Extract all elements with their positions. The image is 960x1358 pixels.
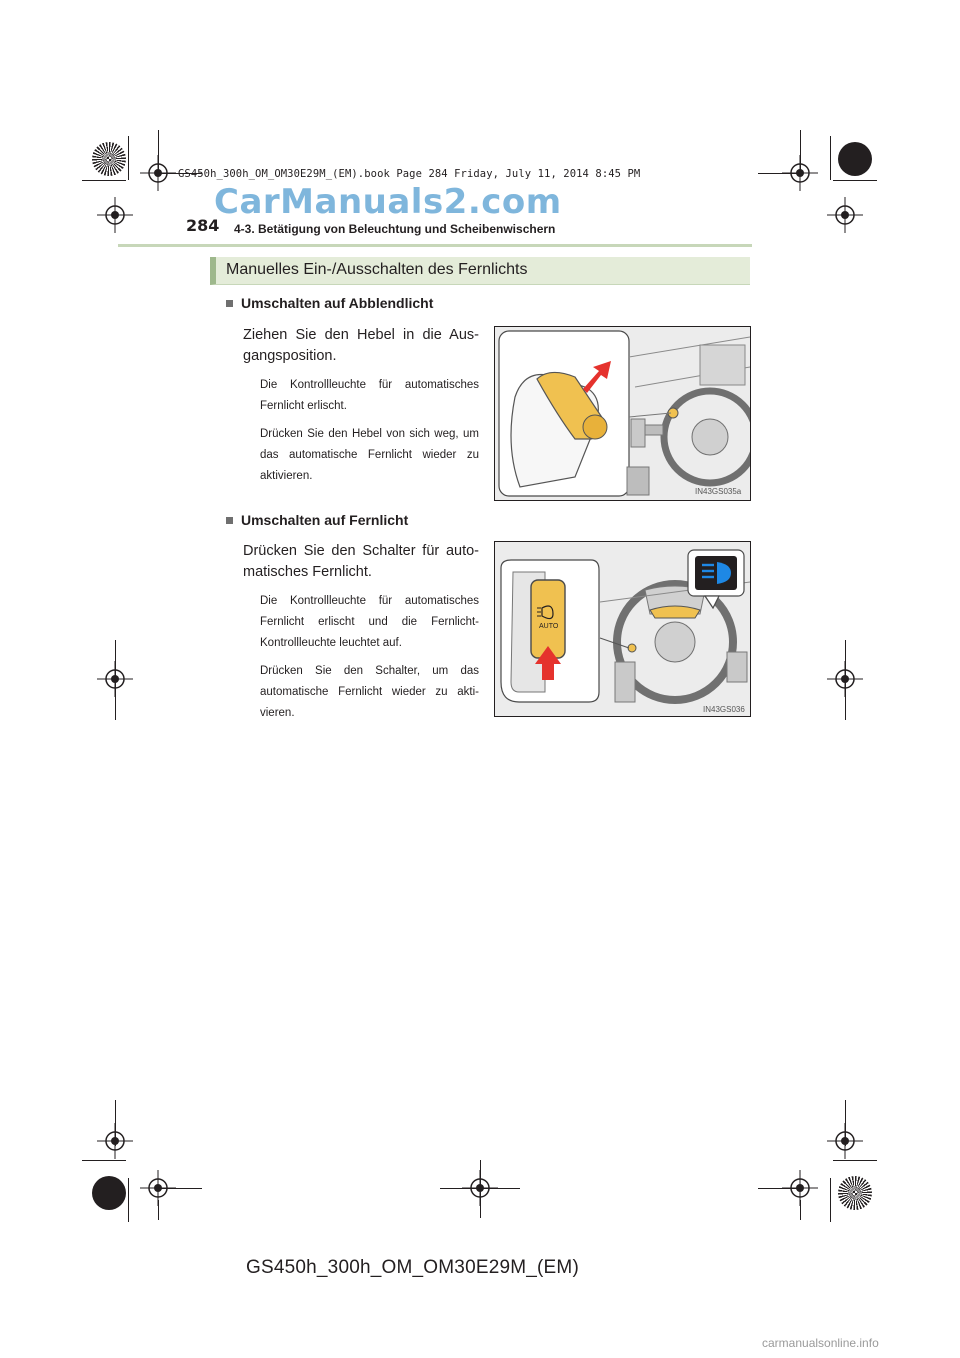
registration-mark-4 [827,197,863,233]
page-number: 284 [186,216,220,235]
block-heading-low-beam: Umschalten auf Abblendlicht [226,295,433,311]
sunburst-mark-top-left [92,142,126,176]
trim-line [128,1178,129,1222]
trim-line [830,1178,831,1222]
trim-line [158,1200,159,1220]
header-rule [118,244,752,247]
trim-line [845,1100,846,1146]
note-text: Drücken Sie den Hebel von sich weg, um das automatische Fernlicht wieder zu aktivieren. [260,428,479,482]
section-band-title: Manuelles Ein-/Ausschalten des Fernlichts [226,261,528,278]
trim-line [800,1200,801,1220]
figure-code-text: IN43GS036 [703,705,745,714]
trim-line [833,180,877,181]
lever-illustration [494,326,751,501]
trim-line [845,640,846,720]
trim-line [82,1160,126,1161]
trim-line [115,640,116,720]
sunburst-mark-top-right [838,142,872,176]
trim-line [480,1160,481,1218]
trim-line [128,136,129,180]
trim-line [758,173,802,174]
trim-line [158,1188,202,1189]
trim-line [833,1160,877,1161]
switch-illustration [494,541,751,717]
instruction-text: Drücken Sie den Schalter für auto-matisches Fernlicht. [243,543,479,580]
bullet-icon [226,517,233,524]
trim-line [800,130,801,170]
trim-line [158,130,159,170]
switch-label: AUTO [539,623,559,630]
sunburst-mark-bottom-right [838,1176,872,1210]
block-heading-high-beam: Umschalten auf Fernlicht [226,512,408,528]
model-code-footer: GS450h_300h_OM_OM30E29M_(EM) [246,1257,579,1278]
trim-line [82,180,126,181]
site-watermark: carmanualsonline.info [762,1336,879,1350]
switch-drawing [495,542,750,716]
sunburst-mark-bottom-left [92,1176,126,1210]
print-file-info: GS450h_300h_OM_OM30E29M_(EM).book Page 284 Friday, July 11, 2014 8:45 PM [178,168,641,180]
lever-drawing [495,327,750,500]
note-text: Die Kontrollleuchte für automatisches Fernlicht erlischt und die Fernlicht-Kontrollleuchte leuchtet auf. [260,595,479,649]
figure-code-text: IN43GS035a [695,487,742,496]
trim-line [830,136,831,180]
watermark-logo: CarManuals2.com [214,182,562,222]
registration-mark-3 [97,197,133,233]
instruction-text: Ziehen Sie den Hebel in die Aus-gangsposition. [243,327,479,364]
section-title: 4-3. Betätigung von Beleuchtung und Scheibenwischern [234,222,556,236]
note-text: Die Kontrollleuchte für automatisches Fernlicht erlischt. [260,379,479,412]
trim-line [115,1100,116,1146]
bullet-icon [226,300,233,307]
trim-line [758,1188,802,1189]
note-text: Drücken Sie den Schalter, um das automatische Fernlicht wieder zu akti-vieren. [260,665,479,719]
